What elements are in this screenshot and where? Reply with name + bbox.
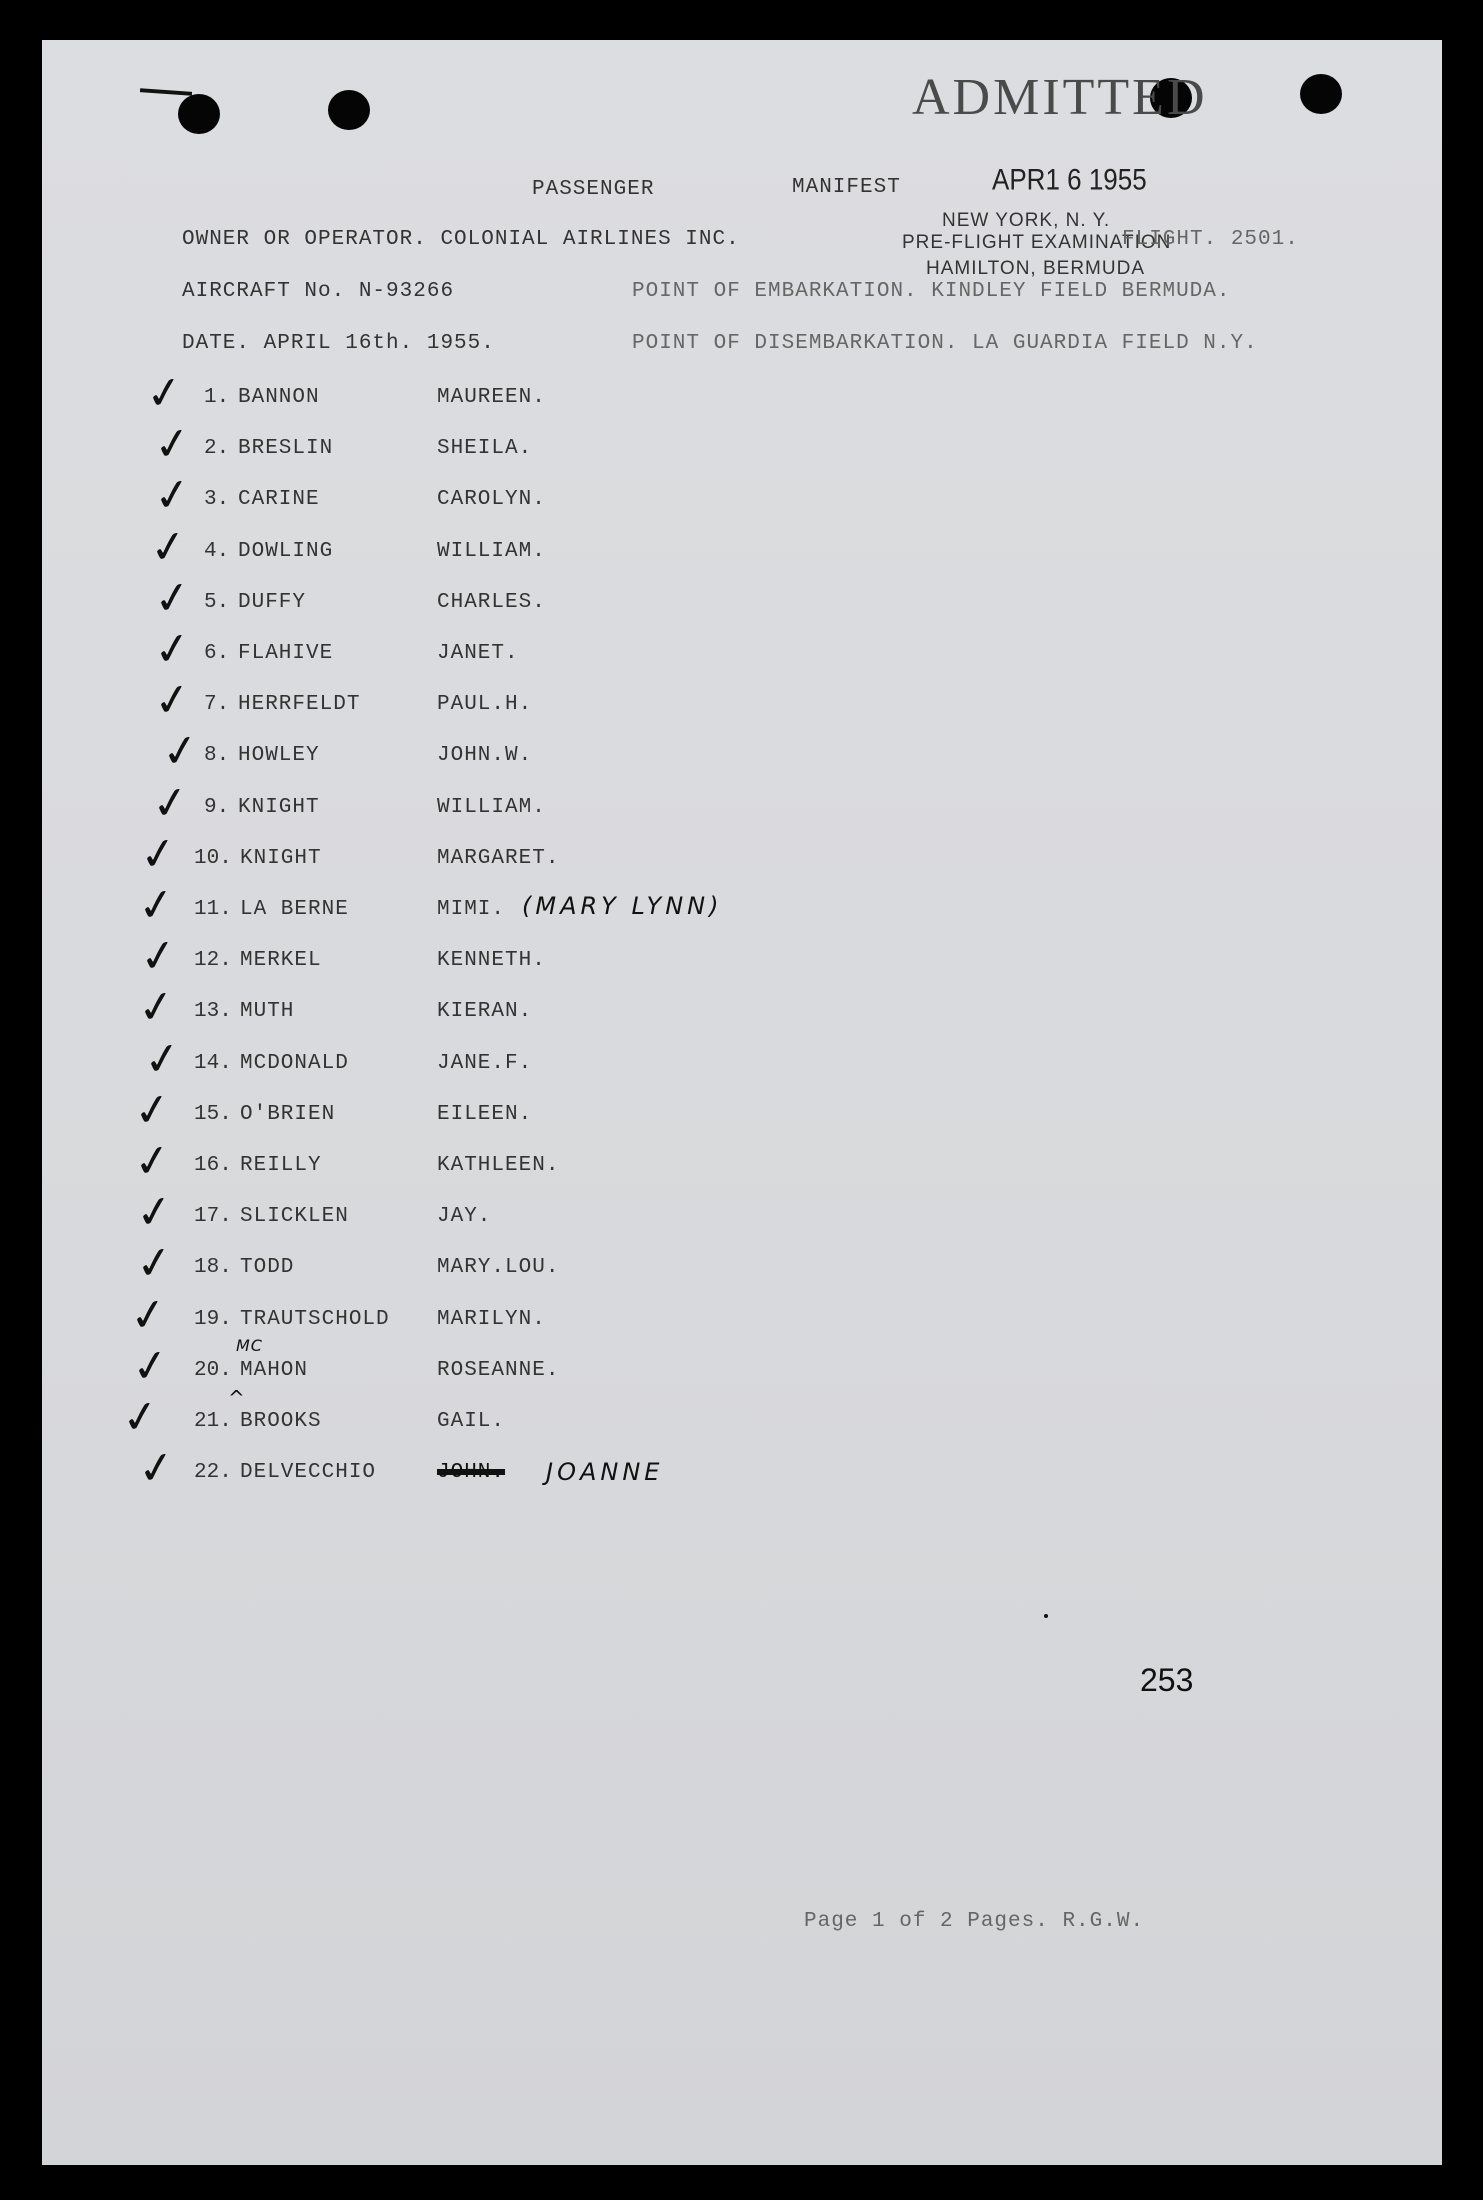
- passenger-surname: O'BRIEN: [240, 1102, 336, 1126]
- passenger-given-name: GAIL.: [437, 1410, 506, 1433]
- check-mark-icon: ✓: [142, 365, 187, 422]
- check-mark-icon: ✓: [150, 672, 195, 729]
- passenger-row: [42, 826, 1442, 883]
- passenger-number: 22.: [194, 1461, 232, 1485]
- passenger-given-name: KIERAN.: [437, 1000, 533, 1024]
- passenger-surname: HERRFELDT: [238, 693, 361, 717]
- passenger-given-name: EILEEN.: [437, 1102, 533, 1126]
- manifest-page: [42, 40, 1442, 2165]
- ink-mark: [140, 88, 192, 96]
- passenger-number: 15.: [194, 1102, 232, 1126]
- passenger-given-name: MAUREEN.: [437, 386, 546, 409]
- passenger-row: [42, 980, 1442, 1036]
- passenger-number: 18.: [194, 1256, 232, 1280]
- passenger-number: 14.: [194, 1051, 232, 1075]
- passenger-surname: REILLY: [240, 1154, 322, 1177]
- admitted-stamp: ADMITTED: [912, 69, 1208, 126]
- passenger-surname: SLICKLEN: [240, 1205, 349, 1229]
- passenger-surname: TRAUTSCHOLD: [240, 1307, 390, 1331]
- passenger-given-name: KATHLEEN.: [437, 1154, 560, 1177]
- passenger-row: [42, 724, 1442, 780]
- passenger-number: 17.: [194, 1205, 232, 1229]
- check-mark-icon: ✓: [148, 775, 193, 831]
- passenger-row: [42, 1184, 1442, 1241]
- passenger-surname: TODD: [240, 1256, 295, 1280]
- passenger-given-name: CHARLES.: [437, 590, 546, 614]
- passenger-surname: MERKEL: [240, 949, 322, 973]
- passenger-row: [42, 877, 1442, 934]
- passenger-number: 21.: [194, 1410, 232, 1433]
- passenger-given-name: MARY.LOU.: [437, 1256, 560, 1280]
- check-mark-icon: ✓: [134, 980, 179, 1036]
- passenger-given-name: PAUL.H.: [437, 693, 533, 717]
- check-mark-icon: ✓: [132, 1184, 177, 1241]
- passenger-surname: KNIGHT: [238, 795, 320, 819]
- passenger-given-name: ROSEANNE.: [437, 1358, 560, 1382]
- passenger-row: [42, 468, 1442, 524]
- passenger-number: 19.: [194, 1307, 232, 1331]
- passenger-row: [42, 1031, 1442, 1088]
- passenger-row: [42, 416, 1442, 473]
- passenger-number: 10.: [194, 846, 232, 870]
- passenger-number: 2.: [204, 437, 230, 461]
- preflight-stamp: PRE-FLIGHT EXAMINATION: [902, 232, 1172, 253]
- ink-dot: [1044, 1614, 1048, 1618]
- passenger-given-name: CAROLYN.: [437, 488, 546, 512]
- passenger-given-name: JANET.: [437, 642, 519, 665]
- date-stamp: APR1 6 1955: [992, 161, 1147, 197]
- passenger-number: 3.: [204, 488, 230, 512]
- page-number: 253: [1140, 1662, 1194, 1698]
- date-line: DATE. APRIL 16th. 1955.: [182, 332, 495, 355]
- passenger-row: [42, 1440, 1442, 1497]
- passenger-number: 4.: [204, 539, 230, 563]
- check-mark-icon: ✓: [146, 519, 191, 575]
- passenger-surname: CARINE: [238, 488, 320, 512]
- passenger-number: 16.: [194, 1154, 232, 1177]
- passenger-surname: KNIGHT: [240, 846, 322, 870]
- passenger-number: 7.: [204, 693, 230, 717]
- passenger-row: [42, 1389, 1442, 1446]
- passenger-given-name: WILLIAM.: [437, 539, 546, 563]
- check-mark-icon: ✓: [150, 416, 195, 473]
- check-mark-icon: ✓: [150, 570, 195, 627]
- passenger-number: 8.: [204, 744, 230, 768]
- passenger-number: 6.: [204, 642, 230, 665]
- manifest-heading: MANIFEST: [792, 176, 901, 199]
- passenger-surname: FLAHIVE: [238, 642, 334, 665]
- passenger-row: [42, 672, 1442, 729]
- check-mark-icon: ✓: [128, 1338, 173, 1395]
- passenger-surname: BANNON: [238, 386, 320, 409]
- passenger-surname: DOWLING: [238, 539, 334, 563]
- passenger-row: [42, 775, 1442, 832]
- passenger-surname: BROOKS: [240, 1410, 322, 1433]
- passenger-row: [42, 1236, 1442, 1292]
- passenger-row: [42, 621, 1442, 678]
- location-stamp: HAMILTON, BERMUDA: [926, 258, 1145, 279]
- punch-hole-left-2: [328, 90, 370, 130]
- city-stamp: NEW YORK, N. Y.: [942, 210, 1111, 231]
- check-mark-icon: ✓: [132, 1236, 177, 1292]
- passenger-given-name: MARILYN.: [437, 1307, 546, 1331]
- passenger-given-name: SHEILA.: [437, 437, 533, 461]
- check-mark-icon: ✓: [136, 928, 181, 985]
- owner-line: OWNER OR OPERATOR. COLONIAL AIRLINES INC.: [182, 228, 740, 251]
- check-mark-icon: ✓: [130, 1133, 175, 1190]
- check-mark-icon: ✓: [150, 468, 195, 524]
- passenger-number: 1.: [204, 386, 230, 409]
- passenger-number: 5.: [204, 590, 230, 614]
- passenger-row: [42, 519, 1442, 576]
- check-mark-icon: ✓: [136, 826, 181, 883]
- passenger-row: [42, 570, 1442, 627]
- punch-hole-left-1: [178, 94, 220, 134]
- passenger-surname: MUTH: [240, 1000, 295, 1024]
- passenger-given-name: KENNETH.: [437, 949, 546, 973]
- passenger-surname: MCDONALD: [240, 1051, 349, 1075]
- check-mark-icon: ✓: [150, 621, 195, 678]
- passenger-number: 20.: [194, 1358, 232, 1382]
- check-mark-icon: ✓: [118, 1389, 163, 1446]
- check-mark-icon: ✓: [130, 1082, 175, 1139]
- passenger-surname: LA BERNE: [240, 898, 349, 921]
- passenger-number: 12.: [194, 949, 232, 973]
- passenger-surname: MAHON: [240, 1358, 309, 1382]
- passenger-given-name: JANE.F.: [437, 1051, 533, 1075]
- passenger-surname: BRESLIN: [238, 437, 334, 461]
- disembarkation-line: POINT OF DISEMBARKATION. LA GUARDIA FIELD N.Y.: [632, 332, 1258, 355]
- embarkation-line: POINT OF EMBARKATION. KINDLEY FIELD BERMUDA.: [632, 280, 1231, 303]
- footer-text: Page 1 of 2 Pages. R.G.W.: [804, 1910, 1145, 1933]
- passenger-number: 11.: [194, 898, 232, 921]
- passenger-row: [42, 928, 1442, 985]
- check-mark-icon: ✓: [134, 1440, 179, 1497]
- passenger-surname: DELVECCHIO: [240, 1461, 377, 1485]
- passenger-surname: HOWLEY: [238, 744, 320, 768]
- passenger-number: 13.: [194, 1000, 232, 1024]
- passenger-given-name: MARGARET.: [437, 846, 560, 870]
- passenger-given-name: JAY.: [437, 1205, 492, 1229]
- passenger-surname: DUFFY: [238, 590, 307, 614]
- passenger-heading: PASSENGER: [532, 178, 655, 201]
- passenger-given-name: JOHN.: [437, 1461, 506, 1485]
- handwritten-joanne: JOANNE: [546, 1458, 664, 1486]
- punch-hole-right-2: [1300, 74, 1342, 114]
- passenger-row: [42, 365, 1442, 422]
- check-mark-icon: ✓: [140, 1031, 185, 1087]
- flight-line: FLIGHT. 2501.: [1122, 228, 1299, 251]
- passenger-row: [42, 1082, 1442, 1139]
- check-mark-icon: ✓: [158, 724, 203, 780]
- check-mark-icon: ✓: [134, 877, 179, 934]
- handwritten-mc: MC: [236, 1336, 263, 1355]
- passenger-row: [42, 1133, 1442, 1190]
- check-mark-icon: ✓: [126, 1287, 171, 1343]
- passenger-given-name: WILLIAM.: [437, 795, 546, 819]
- passenger-given-name: MIMI.: [437, 898, 506, 921]
- aircraft-line: AIRCRAFT No. N-93266: [182, 280, 455, 303]
- handwritten-mary-lynn: (MARY LYNN): [522, 892, 723, 920]
- handwritten-caret: ^: [228, 1386, 249, 1410]
- passenger-number: 9.: [204, 795, 230, 819]
- passenger-given-name: JOHN.W.: [437, 744, 533, 768]
